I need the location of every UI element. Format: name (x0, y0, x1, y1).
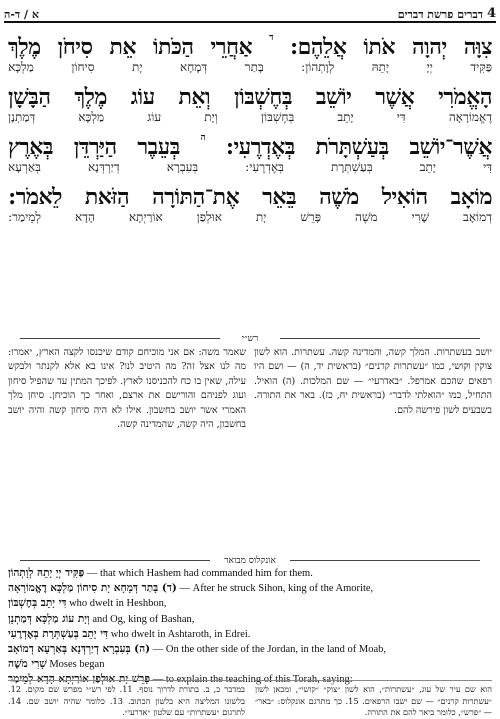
english-gloss: — After he struck Sihon, king of the Amorite, (176, 583, 374, 595)
translation-line (8, 596, 492, 611)
footnotes-right: הוא שם עיר של עוג, ״עשתרות״, הוא לשון ״צוק״ ״קושי״, ומכאן לשון ״עשתרות קרנים״ — שם ישבו הרפאים. 15. כך מתרגם אונקלוס: ״באר״ — ״פרש״, כלומר ביאר להם את התורה. (255, 680, 492, 711)
targum-word: דֶאֱמוֹרָאָה (448, 110, 492, 124)
verse-line-hebrew (8, 132, 492, 160)
targum-word: בְּעַשְׁתְּרָת (331, 160, 373, 174)
verse-word: סִיחֹן (57, 34, 93, 60)
running-header (4, 3, 496, 23)
english-gloss: — On the other side of the Jordan, in the land of Moab, (150, 644, 387, 656)
targum-word: דְמוֹאָב (463, 210, 492, 224)
chapter-verse-ref: א / ד-ה (4, 8, 39, 21)
verse-line-hebrew (8, 182, 492, 210)
targum-word: יָת (132, 60, 143, 74)
targum-word: בְּחֶשְׁבּוֹן (260, 110, 295, 124)
verse-word: הַבָּשָׁן (8, 84, 51, 110)
verse-word: אֲשֶׁר־יוֹשֵׁב (409, 134, 492, 160)
targum-word: מַלְכָּא (78, 110, 105, 124)
aramaic-phrase: וְיָת עוֹג מַלְכָּא דְּמַתְנָן (8, 612, 90, 625)
verse-word: מוֹאָב (450, 184, 492, 210)
translation-line (8, 642, 492, 657)
verse-word: מֹשֶׁה (319, 184, 359, 210)
aramaic-phrase: דִּי יָתֵב בְּחֶשְׁבּוֹן (8, 597, 67, 610)
targum-word: אוּלְפַן (196, 210, 222, 224)
verse-word: הַכֹּתוֹ (153, 34, 194, 60)
translation-line (8, 566, 492, 581)
targum-word: דְיַרְדְּנָא (87, 160, 120, 174)
parsha-name: פרשת דברים (397, 8, 454, 21)
rashi-commentary (8, 346, 492, 554)
rashi-label: רש״י (0, 333, 500, 344)
targum-word: עוֹג (147, 110, 162, 124)
verse-word: עוֹג (130, 84, 155, 110)
verse-word: בְּעֵבֶר (137, 134, 180, 160)
verse-word: הָאֱמֹרִי (438, 84, 492, 110)
targum-word: הָדָא (74, 210, 95, 224)
verse-line-aramaic (8, 210, 492, 232)
rashi-column-left: שאמר משה: אם אני מוכיחם קודם שיכנסו לקצה הארץ, יאמרו: מה לנו אצל זה? מה היטיב לנו? אינו בא אלא לקנתר ולבקש עילה, שאין בו כח להכניסנו לארץ. לפיכך המתין עד שהפיל סיחון ועוג לפניהם והורישם את ארצם, ואחר כך הוכיחן. סיחן מלך האמרי אשר יושב בחשבון. אילו לא היה סיחון קשה והיה יושב בחשבון, היה קשה, שהמדינה קשה. (8, 347, 246, 431)
aramaic-phrase: פַּקִּיד יְיָ יָתֵהּ לְוָתְהוֹן (8, 567, 85, 579)
verse-word: מֶלֶךְ (74, 84, 107, 110)
verse-word: וְאֵת (178, 84, 211, 110)
footnotes (8, 680, 493, 718)
verse-block (8, 32, 492, 318)
targum-word: פַּקִּיד (470, 60, 492, 74)
aramaic-phrase: פָּרֵשׁ יָת אוּלְפַן אוֹרַיְתָא הָדָא לְמֵימַר (8, 673, 151, 686)
header-right (398, 6, 496, 21)
targum-word: יָתֵב (419, 160, 436, 174)
book-name: דברים (457, 8, 483, 21)
verse-word: הַזֹּאת (84, 184, 130, 210)
verse-word: יְהוָה (412, 34, 447, 60)
targum-word: מֹשֶׁה (355, 210, 378, 224)
english-gloss: — to explain the teaching of this Torah, saying: (150, 674, 353, 686)
targum-word: בְּאַרְעָא (8, 160, 41, 174)
targum-word: דְּמַתְנָן (8, 110, 36, 124)
targum-word: בְּאֶדְרֶעִי: (245, 160, 284, 174)
targum-word: יָתֵב (337, 110, 354, 124)
verse-word: הַיַּרְדֵּן (73, 134, 117, 160)
translation-line (8, 627, 492, 642)
targum-word: בְּעִבְרָא (166, 160, 199, 174)
verse-line-aramaic (8, 160, 492, 182)
rashi-column-right: יושב בעשתרות. המלך קשה, והמדינה קשה. עשתרות. הוא לשון צוקין וקושי, כמו ״עשתרות קרנים״ (בראשית יד, ה) — ושם היו רפאים שהכם אמרפל. ״באדרעי״ — שם המלכות. (ה) הואיל. התחיל, כמו ״הואלתי לדבר״ (בראשית יח, כז). באר את התורה. בשבעים לשון פירשה להם. (254, 347, 492, 416)
targum-word: יְיָ (426, 60, 433, 74)
english-gloss: and Og, king of Bashan, (89, 613, 195, 625)
targum-word: סִיחוֹן (71, 60, 95, 74)
verse-word: מֶלֶךְ (8, 34, 41, 60)
verse-word: צִוָּה (463, 34, 492, 60)
verse-word: ה (200, 133, 206, 143)
onkelos-translation (8, 566, 492, 686)
translation-line (8, 657, 492, 672)
targum-word: דִּי (483, 160, 492, 174)
targum-word: דִּי (396, 110, 406, 124)
english-gloss: — that which Hashem had commanded him for them. (84, 568, 313, 579)
verse-word: אֲלֵהֶם: (289, 34, 347, 60)
verse-line-hebrew (8, 82, 492, 110)
verse-word: אֲשֶׁר (375, 84, 415, 110)
verse-line-hebrew (8, 32, 492, 60)
verse-word: אַחֲרֵי (210, 34, 253, 60)
english-gloss: who dwelt in Heshbon, (66, 598, 167, 610)
targum-word: דְּמָחָא (180, 60, 208, 74)
verse-word: אֶת־הַתּוֹרָה (152, 184, 240, 210)
targum-word: אוֹרַיְתָא (128, 210, 163, 224)
aramaic-phrase: (ד) בָּתַר דְּמָחָא יָת סִיחוֹן מַלְכָּא דֶאֱמוֹרָאָה (8, 582, 177, 595)
verse-line-aramaic (8, 60, 492, 82)
verse-word: יוֹשֵׁב (315, 84, 352, 110)
verse-word: ד (269, 33, 273, 43)
verse-line-aramaic (8, 110, 492, 132)
targum-word: שָׁרִי (411, 210, 430, 224)
verse-word: בְּעַשְׁתָּרֹת (315, 134, 389, 160)
targum-word: יָתֵהּ (371, 60, 390, 74)
verse-word: אֹתוֹ (363, 34, 396, 60)
verse-word: אֵת (109, 34, 137, 60)
verse-word: לֵאמֹר: (8, 184, 62, 210)
aramaic-phrase: (ה) בְּעִבְרָא דְיַרְדְּנָא בְּאַרְעָא דְמוֹאָב (8, 643, 151, 656)
targum-word: מַלְכָּא (8, 60, 34, 74)
targum-word: לְמֵימַר: (8, 210, 41, 224)
aramaic-phrase: דִּי יָתֵב בְּעַשְׁתְּרָת בְּאֶדְרֶעִי (8, 627, 109, 640)
targum-word: פָּרֵשׁ (300, 210, 322, 224)
footnotes-left: במדבר כ, ב. בתורת לדרוך נוסף. 11. לפי רש״י מפרש שם מקום. 12. בלשונו המליצה היא בלשון הכתוב. 13. כלומר שהיה יושב שם. 14. לתרגום ״עשתרות״ עם שלטון ״אדרעי״. (8, 680, 245, 711)
onkelos-label: אונקלוס מבואר (0, 555, 500, 566)
english-gloss: Moses began (46, 659, 105, 671)
targum-word: בָּתַר (244, 60, 264, 74)
targum-word: וְיָת (204, 110, 218, 124)
verse-word: בְּאֶדְרֶעִי: (225, 134, 295, 160)
targum-word: לְוָתְהוֹן: (301, 60, 335, 74)
aramaic-phrase: שָׁרִי מֹשֶׁה (8, 658, 47, 671)
verse-word: בְּחֶשְׁבּוֹן (233, 84, 293, 110)
verse-word: בֵּאֵר (262, 184, 297, 210)
page-number: 4 (486, 6, 496, 21)
english-gloss: who dwelt in Ashtaroth, in Edrei. (108, 628, 251, 640)
translation-line (8, 581, 492, 596)
verse-word: בְּאֶרֶץ (8, 134, 54, 160)
targum-word: יָת (255, 210, 267, 224)
translation-line (8, 612, 492, 627)
verse-word: הוֹאִיל (381, 184, 428, 210)
